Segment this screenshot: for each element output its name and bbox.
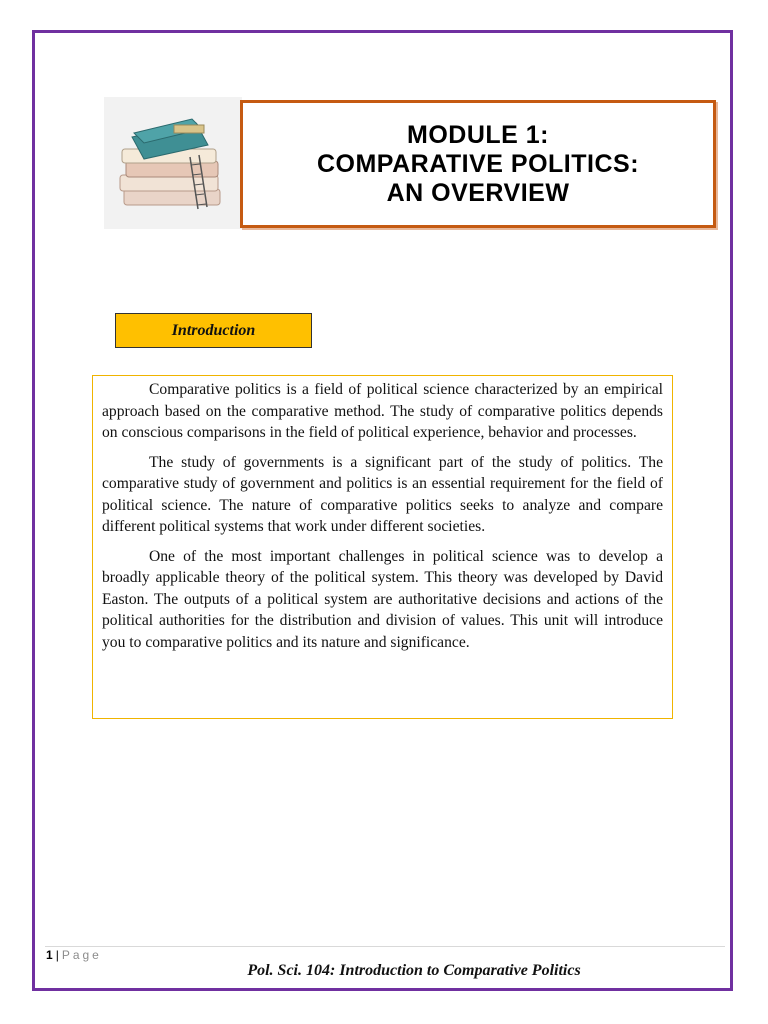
page-number-value: 1 bbox=[46, 948, 53, 962]
content-paragraph: One of the most important challenges in political science was to develop a broadly applicable theory of the political system. This theory was developed by David Easton. The outputs of a political system are authoritative decisions and actions of the political authorities for the distribution and division of values. This unit will introduce you to comparative politics and its nature and significance. bbox=[102, 547, 663, 651]
page-number-separator: | bbox=[55, 948, 59, 962]
content-paragraph: The study of governments is a significant part of the study of politics. The comparative study of government and politics is an essential requirement for the field of political science. The nature of comparative politics seeks to analyze and compare different political systems that work under different societies. bbox=[102, 453, 663, 535]
module-title-line: MODULE 1: bbox=[407, 120, 549, 149]
module-title-box bbox=[240, 100, 716, 228]
content-paragraph: Comparative politics is a field of political science characterized by an empirical approach based on the comparative method. The study of comparative politics depends on conscious comparisons in the field of political experience, behavior and processes. bbox=[102, 381, 663, 441]
footer-divider bbox=[45, 946, 725, 947]
module-title-line: AN OVERVIEW bbox=[386, 178, 570, 207]
introduction-content-box bbox=[92, 375, 673, 719]
stacked-books-with-ladder-icon bbox=[104, 97, 242, 229]
module-title-line: COMPARATIVE POLITICS: bbox=[316, 149, 640, 178]
page-word: Page bbox=[61, 948, 102, 962]
footer-course-title: Pol. Sci. 104: Introduction to Comparative Politics bbox=[247, 962, 581, 979]
introduction-label: Introduction bbox=[115, 313, 312, 348]
page-number bbox=[46, 948, 102, 962]
